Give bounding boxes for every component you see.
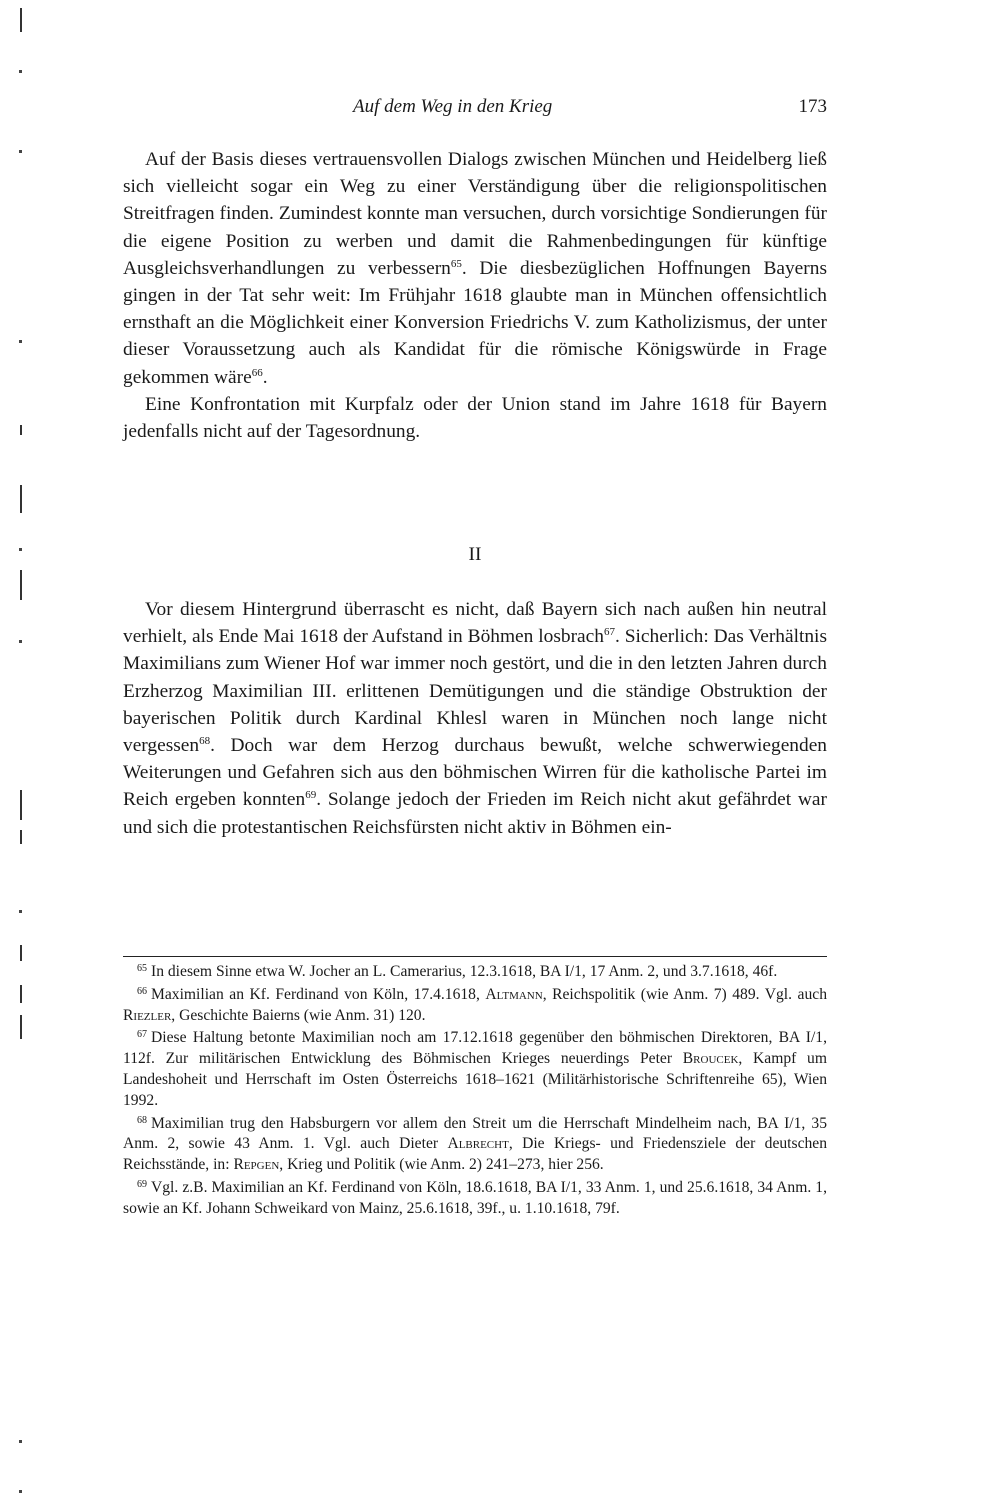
footnote-text: , Kampf um Landeshoheit und Herrschaft im Osten Österreichs 1618–1621 (Militärhistorische Schriftenreihe 65), Wien 1992.	[123, 1050, 827, 1109]
footnote-ref[interactable]: 66	[251, 366, 263, 379]
footnote-text: Diese Haltung betonte Maximilian noch am 17.12.1618 gegenüber den böhmischen Direktoren, BA I/1, 112f. Zur militärischen Entwicklung des Böhmischen Krieges neuerdings Peter	[123, 1029, 827, 1068]
footnote-number: 65	[137, 963, 147, 974]
footnote-divider	[123, 956, 827, 957]
footnote	[123, 1114, 827, 1176]
footnote	[123, 1028, 827, 1111]
footnotes	[123, 962, 827, 1222]
scan-artifact	[20, 485, 22, 513]
footnote	[123, 985, 827, 1027]
footnote	[123, 1178, 827, 1220]
author-name: Riezler	[123, 1006, 172, 1024]
body-text-section-2	[123, 596, 827, 841]
page-number: 173	[798, 96, 827, 117]
footnote-ref[interactable]: 68	[199, 735, 211, 748]
scan-artifact	[20, 8, 22, 32]
text-run: Auf der Basis dieses vertrauensvollen Dialogs zwischen München und Heidelberg ließ sich vielleicht sogar ein Weg zu einer Verständigung über die religionspolitischen Streitfragen finden. Zumindest konnte man versuchen, durch vorsichtige Sondierungen für die eigene Position zu werben und damit die Rahmenbedingungen für künftige Ausgleichsverhandlungen zu verbessern	[123, 149, 827, 279]
footnote-text: , Krieg und Politik (wie Anm. 2) 241–273, hier 256.	[279, 1156, 604, 1174]
scan-artifact	[19, 548, 22, 551]
scan-artifact	[20, 790, 22, 820]
footnote-ref[interactable]: 65	[450, 257, 462, 270]
author-name: Broucek	[682, 1050, 739, 1068]
footnote-ref[interactable]: 67	[603, 626, 615, 639]
scan-artifact	[20, 985, 22, 1003]
footnote-number: 69	[137, 1178, 147, 1190]
footnote-text: In diesem Sinne etwa W. Jocher an L. Camerarius, 12.3.1618, BA I/1, 17 Anm. 2, und 3.7.1618, 46f.	[151, 963, 778, 980]
scan-artifact	[20, 830, 22, 844]
scan-artifact	[19, 70, 22, 73]
footnote-text: Vgl. z.B. Maximilian an Kf. Ferdinand von Köln, 18.6.1618, BA I/1, 33 Anm. 1, und 25.6.1618, 34 Anm. 1, sowie an Kf. Johann Schweikard von Mainz, 25.6.1618, 39f., u. 1.10.1618, 79f.	[123, 1178, 827, 1217]
footnote-text: , Die Kriegs- und Friedensziele der deutschen Reichsstände, in:	[123, 1135, 828, 1174]
footnote-number: 68	[137, 1114, 147, 1126]
scan-artifact	[20, 945, 22, 961]
text-run: . Die diesbezüglichen Hoffnungen Bayerns gingen in der Tat sehr weit: Im Frühjahr 1618 glaubte man in München offensichtlich ernsthaft an die Möglichkeit einer Konversion Friedrichs V. zum Katholizismus, der unter dieser Voraussetzung auch als Kandidat für die römische Königswürde in Frage gekommen wäre	[123, 257, 827, 388]
author-name: Altmann	[485, 985, 543, 1003]
running-title: Auf dem Weg in den Krieg	[353, 96, 553, 117]
footnote-text: , Reichspolitik (wie Anm. 7) 489. Vgl. auch	[542, 985, 827, 1003]
text-run: . Sicherlich: Das Verhältnis Maximilians zum Wiener Hof war immer noch gestört, und die in den letzten Jahren durch Erzherzog Maximilian III. erlittenen Demütigungen und die ständige Obstruktion der bayerischen Politik durch Kardinal Khlesl waren in München noch lange nicht vergessen	[123, 626, 827, 757]
scan-artifact	[19, 340, 22, 343]
author-name: Albrecht	[447, 1135, 509, 1153]
paragraph: Eine Konfrontation mit Kurpfalz oder der Union stand im Jahre 1618 für Bayern jedenfalls nicht auf der Tagesordnung.	[123, 393, 827, 443]
text-run: . Solange jedoch der Frieden im Reich nicht akut gefährdet war und sich die protestantischen Reichsfürsten nicht aktiv in Böhmen ein-	[123, 789, 827, 838]
footnote	[123, 962, 827, 983]
scan-artifact	[20, 570, 22, 600]
text-run: . Doch war dem Herzog durchaus bewußt, welche schwerwiegenden Weiterungen und Gefahren sich aus den böhmischen Wirren für die katholische Partei im Reich ergeben konnten	[123, 735, 827, 811]
section-heading: II	[468, 544, 482, 565]
footnote-text: , Geschichte Baierns (wie Anm. 31) 120.	[171, 1006, 426, 1024]
scan-artifact	[19, 910, 22, 913]
footnote-number: 66	[137, 985, 147, 997]
footnote-text: Maximilian an Kf. Ferdinand von Köln, 17.4.1618,	[151, 985, 486, 1003]
scan-artifact	[19, 150, 22, 153]
scan-artifact	[19, 1440, 22, 1443]
paragraph	[123, 146, 827, 391]
scan-artifact	[20, 425, 22, 435]
scan-artifact	[20, 1015, 22, 1039]
scan-artifact	[19, 1490, 22, 1493]
paragraph	[123, 596, 827, 841]
scan-artifact	[19, 640, 22, 643]
footnote-ref[interactable]: 69	[305, 789, 317, 802]
author-name: Repgen	[233, 1156, 280, 1174]
page-header	[123, 96, 827, 124]
text-run: .	[262, 366, 268, 388]
footnote-text: Maximilian trug den Habsburgern vor allem den Streit um die Herrschaft Mindelheim nach, BA I/1, 35 Anm. 2, sowie 43 Anm. 1. Vgl. auch Dieter	[123, 1114, 827, 1153]
body-text-section-1	[123, 146, 827, 445]
footnote-number: 67	[137, 1029, 147, 1041]
text-run: Vor diesem Hintergrund überrascht es nicht, daß Bayern sich nach außen hin neutral verhielt, als Ende Mai 1618 der Aufstand in Böhmen losbrach	[123, 599, 827, 648]
